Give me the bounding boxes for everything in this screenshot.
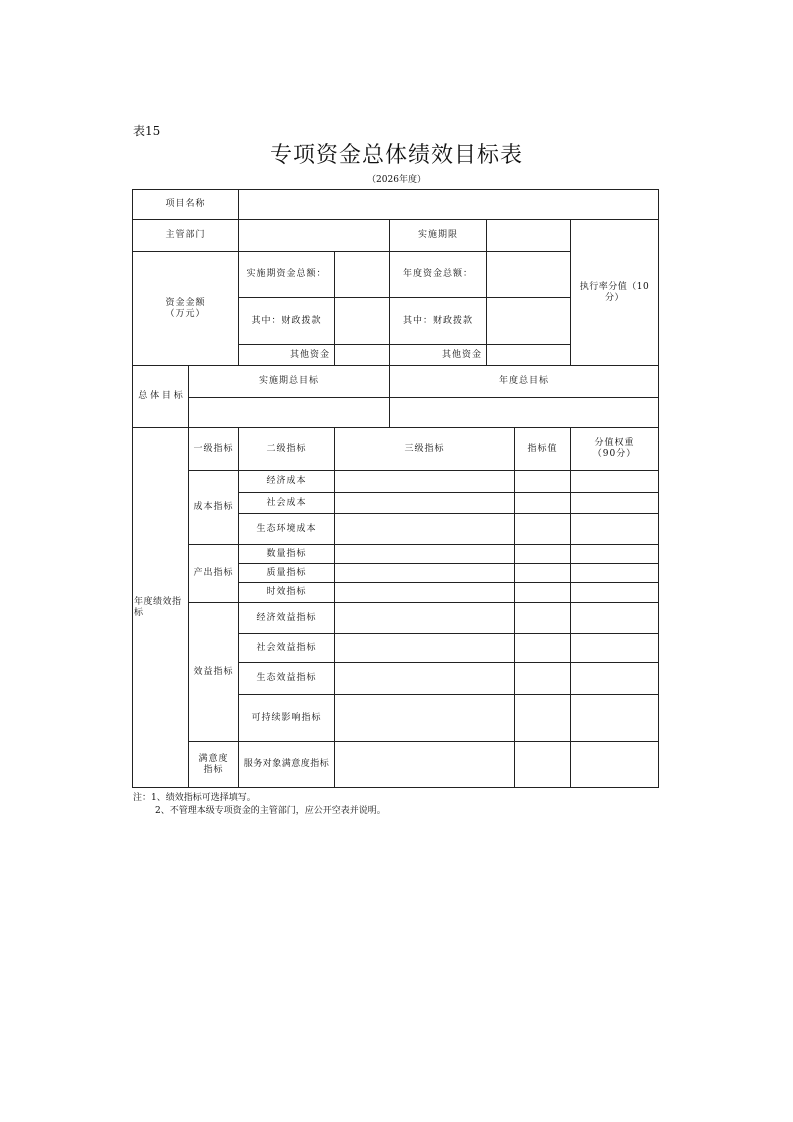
input-fiscal-annual[interactable]: [487, 298, 570, 344]
label-other-annual: 其他资金: [441, 349, 482, 360]
label-period: 实施期限: [417, 230, 458, 240]
label-out-qty: 数量指标: [266, 548, 307, 559]
note-2: 2、不管理本级专项资金的主管部门，应公开空表并说明。: [155, 806, 386, 816]
label-ben-sustain: 可持续影响指标: [251, 712, 322, 723]
input-annual-total[interactable]: [487, 252, 570, 297]
label-annual-indicators: 年度绩效指标: [134, 596, 182, 618]
label-overall-goal: 总 体 目 标: [138, 391, 183, 401]
input-annual-goal[interactable]: [390, 398, 658, 427]
header-value: 指标值: [527, 443, 558, 454]
input-project-name[interactable]: [239, 190, 658, 219]
page-title: 专项资金总体绩效目标表: [269, 143, 523, 168]
notes: [133, 792, 386, 818]
label-cost-social: 社会成本: [266, 497, 307, 508]
label-fiscal-annual: 其中：财政拨款: [402, 315, 473, 326]
label-benefit: 效益指标: [193, 666, 234, 677]
label-funds: 资金金额（万元）: [165, 297, 206, 319]
label-other-period: 其他资金: [289, 349, 330, 360]
label-dept: 主管部门: [165, 230, 206, 240]
table-number: 表15: [133, 124, 161, 138]
input-period[interactable]: [487, 220, 570, 251]
label-out-quality: 质量指标: [266, 567, 307, 578]
header-level2: 二级指标: [266, 443, 307, 454]
label-annual-total: 年度资金总额：: [402, 269, 473, 279]
label-cost-env: 生态环境成本: [256, 523, 317, 534]
label-out-time: 时效指标: [266, 587, 307, 597]
label-cost-econ: 经济成本: [266, 476, 307, 486]
label-output: 产出指标: [193, 568, 234, 578]
label-period-goal: 实施期总目标: [258, 376, 319, 386]
label-fiscal-period: 其中：财政拨款: [251, 315, 322, 326]
header-level3: 三级指标: [404, 443, 445, 454]
label-annual-goal: 年度总目标: [498, 376, 549, 386]
input-period-goal[interactable]: [189, 398, 389, 427]
year-label: （2026年度）: [367, 175, 426, 185]
label-ben-econ: 经济效益指标: [256, 612, 317, 623]
label-ben-social: 社会效益指标: [256, 642, 317, 653]
label-ben-env: 生态效益指标: [256, 673, 317, 683]
header-weight: 分值权重（90分）: [592, 438, 637, 459]
input-other-annual[interactable]: [487, 345, 570, 365]
label-sat-service: 服务对象满意度指标: [243, 759, 330, 769]
input-dept[interactable]: [239, 220, 389, 251]
input-fiscal-period[interactable]: [335, 298, 389, 344]
input-period-total[interactable]: [335, 252, 389, 297]
label-project-name: 项目名称: [165, 199, 206, 209]
header-level1: 一级指标: [193, 443, 234, 454]
label-cost: 成本指标: [193, 502, 234, 512]
label-satisfaction: 满意度指标: [198, 753, 229, 775]
note-1: 注：1、绩效指标可选择填写。: [133, 793, 256, 803]
label-period-total: 实施期资金总额：: [246, 269, 327, 279]
label-exec-rate: 执行率分值（10分）: [579, 281, 650, 303]
input-other-period[interactable]: [335, 345, 389, 365]
